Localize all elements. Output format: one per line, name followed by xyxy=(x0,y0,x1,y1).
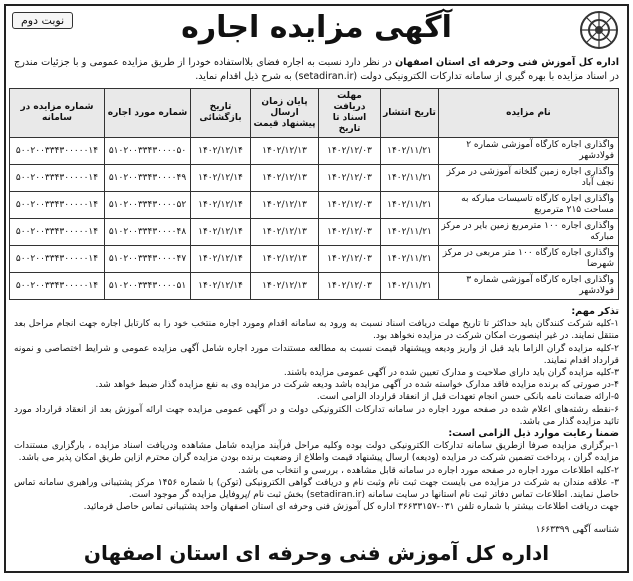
intro-paragraph xyxy=(14,56,619,84)
cell-name: واگذاری اجاره کارگاه تاسیسات مبارکه به مساحت ۲۱۵ مترمربع xyxy=(439,192,619,219)
table-row xyxy=(10,192,619,219)
cell: ۱۴۰۲/۱۱/۲۱ xyxy=(381,192,439,219)
intro-text: در نظر دارد نسبت به اجاره فضای بلااستفاده خودرا از طریق مزایده عمومی و با جزئیات مندرج در اسناد مزایده با بهره گیری از سامانه تدارکات الکترونیکی دولت (setadiran.ir) به شرح ذیل اقدام نماید. xyxy=(14,57,619,82)
cell: ۱۴۰۲/۱۲/۱۴ xyxy=(191,138,251,165)
col-header: شماره مورد اجاره xyxy=(105,89,191,138)
cell: ۵۱۰۲۰۰۳۳۴۳۰۰۰۰۴۷ xyxy=(105,246,191,273)
cell: ۵۰۰۲۰۰۳۳۴۳۰۰۰۰۰۱۴ xyxy=(10,219,105,246)
requirement-item: ۱-برگزاری مزایده صرفا ازطریق سامانه تدارکات الکترونیکی دولت بوده وکلیه مراحل فرآیند مزایده شامل مشاهده ودریافت اسناد مزایده ، بارگزاری مستندات مزایده گران ، پرداخت تضمین شرکت در مزایده (ودیعه) ارسال پیشنهاد قیمت واطلاع از وضعیت برنده بودن مزایده گران محترم ازاین طریق امکان پذیر می باشد. xyxy=(14,441,619,464)
note-item: ۲-کلیه مزایده گران الزاما باید قبل از واریز ودیعه وپیشنهاد قیمت نسبت به مطالعه مستندات مورد اجاره شامل آگهی مزایده عمومی و شرایط اختصاصی و نمونه قرارداد اقدام نمایند. xyxy=(14,343,619,366)
cell: ۵۱۰۲۰۰۳۳۴۳۰۰۰۰۴۹ xyxy=(105,165,191,192)
cell: ۱۴۰۲/۱۲/۱۴ xyxy=(191,219,251,246)
col-header: پایان زمان ارسال پیشنهاد قیمت xyxy=(251,89,319,138)
cell: ۱۴۰۲/۱۲/۱۳ xyxy=(251,138,319,165)
cell: ۱۴۰۲/۱۱/۲۱ xyxy=(381,246,439,273)
col-header: مهلت دریافت اسناد تا تاریخ xyxy=(319,89,381,138)
note-item: ۱-کلیه شرکت کنندگان باید حداکثر تا تاریخ مهلت دریافت اسناد نسبت به ورود به سامانه اقدام ومورد اجاره منتخب خود را به کارتابل اجاره جهت انجام مراحل بعد منتقل نمایند. در غیر اینصورت امکان شرکت در مزایده نخواهد بود. xyxy=(14,319,619,342)
cell: ۵۰۰۲۰۰۳۳۴۳۰۰۰۰۰۱۴ xyxy=(10,246,105,273)
table-row xyxy=(10,273,619,300)
cell: ۱۴۰۲/۱۱/۲۱ xyxy=(381,138,439,165)
ad-id: شناسه آگهی ۱۶۶۳۳۹۹ xyxy=(535,525,619,535)
cell: ۵۰۰۲۰۰۳۳۴۳۰۰۰۰۰۱۴ xyxy=(10,138,105,165)
cell: ۱۴۰۲/۱۲/۰۳ xyxy=(319,246,381,273)
notice-page xyxy=(4,4,629,573)
cell: ۱۴۰۲/۱۲/۱۴ xyxy=(191,192,251,219)
cell: ۱۴۰۲/۱۲/۱۳ xyxy=(251,192,319,219)
table-header-row xyxy=(10,89,619,138)
cell-name: واگذاری اجاره ۱۰۰ مترمربع زمین بایر در مرکز مبارکه xyxy=(439,219,619,246)
cell: ۵۱۰۲۰۰۳۳۴۳۰۰۰۰۴۸ xyxy=(105,219,191,246)
col-header: تاریخ بازگشائی xyxy=(191,89,251,138)
cell: ۱۴۰۲/۱۱/۲۱ xyxy=(381,165,439,192)
cell: ۱۴۰۲/۱۲/۰۳ xyxy=(319,192,381,219)
notes-section xyxy=(14,306,619,513)
table-row xyxy=(10,246,619,273)
table-row xyxy=(10,165,619,192)
cell: ۱۴۰۲/۱۲/۱۳ xyxy=(251,273,319,300)
cell: ۵۰۰۲۰۰۳۳۴۳۰۰۰۰۰۱۴ xyxy=(10,273,105,300)
cell: ۵۰۰۲۰۰۳۳۴۳۰۰۰۰۰۱۴ xyxy=(10,192,105,219)
cell-name: واگذاری اجاره زمین گلخانه آموزشی در مرکز نجف آباد xyxy=(439,165,619,192)
requirement-item: ۲-کلیه اطلاعات مورد اجاره در صفحه مورد اجاره در سامانه قابل مشاهده ، بررسی و انتخاب می باشد. xyxy=(238,465,619,476)
cell: ۵۱۰۲۰۰۳۳۴۳۰۰۰۰۵۱ xyxy=(105,273,191,300)
note-item: ۴-در صورتی که برنده مزایده فاقد مدارک خواسته شده در آگهی مزایده باشد ودیعه شرکت در مزایده وی به نفع مزایده گذار ضبط خواهد شد. xyxy=(95,380,619,391)
cell: ۱۴۰۲/۱۲/۰۳ xyxy=(319,138,381,165)
cell: ۵۱۰۲۰۰۳۳۴۳۰۰۰۰۵۲ xyxy=(105,192,191,219)
cell: ۱۴۰۲/۱۱/۲۱ xyxy=(381,273,439,300)
auction-table xyxy=(9,88,619,300)
requirements-heading: ضمنا رعایت موارد ذیل الزامی است: xyxy=(448,428,619,440)
footer-org: اداره کل آموزش فنی وحرفه ای استان اصفهان xyxy=(83,541,550,565)
note-item: ۶-نقطه رشته‌های اعلام شده در صفحه مورد اجاره در سامانه تدارکات الکترونیکی دولت و در آگهی عمومی مزایده جهت ارائه آموزش بعد از انعقاد قرارداد مورد تائید مزایده گذار می باشد. xyxy=(14,404,619,427)
col-header: تاریخ انتشار xyxy=(381,89,439,138)
cell: ۱۴۰۲/۱۲/۱۴ xyxy=(191,273,251,300)
table-row xyxy=(10,219,619,246)
notes-heading: تذکر مهم: xyxy=(571,306,619,317)
requirement-item: جهت دریافت اطلاعات بیشتر با شماره تلفن ۰۳۱-۳۶۶۳۳۱۵۷ اداره کل آموزش فنی وحرفه ای استان اصفهان واحد پشتیبانی تماس حاصل فرمائید. xyxy=(83,502,619,513)
cell: ۵۰۰۲۰۰۳۳۴۳۰۰۰۰۰۱۴ xyxy=(10,165,105,192)
cell: ۱۴۰۲/۱۲/۱۳ xyxy=(251,219,319,246)
cell: ۱۴۰۲/۱۲/۰۳ xyxy=(319,165,381,192)
round-badge: نوبت دوم xyxy=(12,12,73,29)
notice-title: آگهی مزایده اجاره xyxy=(181,10,452,45)
cell-name: واگذاری اجاره کارگاه ۱۰۰ متر مربعی در مرکز شهرضا xyxy=(439,246,619,273)
table-row xyxy=(10,138,619,165)
cell: ۱۴۰۲/۱۲/۱۴ xyxy=(191,246,251,273)
note-item: ۵-ارائه ضمانت نامه بانکی حسن انجام تعهدات قبل از انعقاد قرارداد الزامی است. xyxy=(316,392,619,403)
note-item: ۳-کلیه مزایده گران باید دارای صلاحیت و مدارک تعیین شده در آگهی عمومی مزایده باشند. xyxy=(283,368,619,379)
cell: ۱۴۰۲/۱۲/۰۳ xyxy=(319,273,381,300)
cell-name: واگذاری اجاره کارگاه آموزشی شماره ۳ فولادشهر xyxy=(439,273,619,300)
cell: ۱۴۰۲/۱۲/۱۳ xyxy=(251,246,319,273)
intro-org: اداره کل آموزش فنی وحرفه ای استان اصفهان xyxy=(394,57,620,68)
col-header: شماره مزایده در سامانه xyxy=(10,89,105,138)
requirement-item: ۳- علاقه مندان به شرکت در مزایده می بایست جهت ثبت نام وثبت نام و دریافت گواهی الکترونیکی (توکن) با شماره ۱۴۵۶ مرکز پشتیبانی وراهبری سامانه تماس حاصل نمایند. اطلاعات تماس دفاتر ثبت نام استانها در سایت سامانه (setadiran.ir) بخش ثبت نام /پروفایل مزایده گر موجود است. xyxy=(14,477,619,501)
cell-name: واگذاری اجاره کارگاه آموزشی شماره ۲ فولادشهر xyxy=(439,138,619,165)
col-header: نام مزایده xyxy=(439,89,619,138)
cell: ۱۴۰۲/۱۲/۱۳ xyxy=(251,165,319,192)
cell: ۱۴۰۲/۱۲/۰۳ xyxy=(319,219,381,246)
cell: ۵۱۰۲۰۰۳۳۴۳۰۰۰۰۵۰ xyxy=(105,138,191,165)
notice-header xyxy=(6,6,627,56)
cell: ۱۴۰۲/۱۲/۱۴ xyxy=(191,165,251,192)
cell: ۱۴۰۲/۱۱/۲۱ xyxy=(381,219,439,246)
